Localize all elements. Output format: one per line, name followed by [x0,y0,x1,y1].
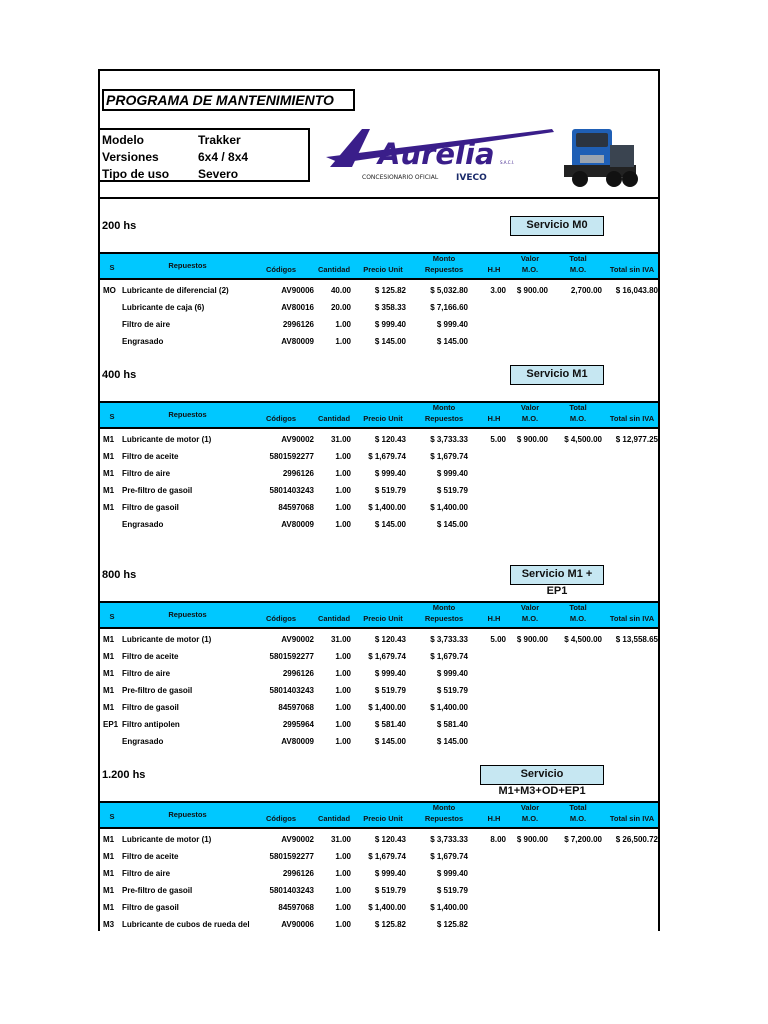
cell-monto: $ 1,679.74 [430,452,468,461]
header-total-mo: M.O. [569,814,587,823]
cell-s: M1 [103,435,115,444]
info-label: Versiones [102,150,159,164]
cell-monto: $ 145.00 [436,337,468,346]
table-row [100,466,658,483]
header-monto: Monto [432,254,456,263]
cell-precio: $ 519.79 [374,686,406,695]
header-total: Total [569,254,587,263]
cell-codigo: 2996126 [282,869,314,878]
header-s: S [109,263,115,272]
cell-cantidad: 1.00 [335,469,351,478]
header-valor-mo: M.O. [521,814,539,823]
cell-precio: $ 1,679.74 [368,852,406,861]
cell-cantidad: 1.00 [335,337,351,346]
cell-codigo: AV90002 [281,635,314,644]
cell-monto: $ 519.79 [436,686,468,695]
cell-valor-mo: $ 900.00 [516,835,548,844]
cell-codigo: 2996126 [282,320,314,329]
vehicle-info-box [100,128,310,182]
cell-codigo: AV90002 [281,435,314,444]
header-precio-unit: Precio Unit [363,414,403,423]
logo-small-text: S.A.C.I. [500,160,515,165]
cell-s: M1 [103,635,115,644]
table-row [100,866,658,883]
table-header [100,601,658,629]
cell-monto: $ 1,400.00 [430,503,468,512]
table-row [100,500,658,517]
cell-monto: $ 145.00 [436,520,468,529]
cell-cantidad: 1.00 [335,320,351,329]
cell-repuesto: Filtro de aceite [122,652,179,661]
cell-monto: $ 125.82 [436,920,468,929]
cell-codigo: 5801403243 [269,686,314,695]
cell-s: M1 [103,652,115,661]
info-label: Tipo de uso [102,167,170,181]
cell-codigo: 2996126 [282,669,314,678]
cell-repuesto: Filtro de aceite [122,452,179,461]
cell-codigo: 84597068 [278,503,314,512]
cell-precio: $ 120.43 [374,435,406,444]
service-label: Servicio M0 [510,216,604,236]
cell-precio: $ 120.43 [374,635,406,644]
cell-codigo: 84597068 [278,903,314,912]
header-cantidad: Cantidad [317,814,351,823]
cell-repuesto: Filtro de aceite [122,852,179,861]
service-label: Servicio M1 [510,365,604,385]
cell-s: M1 [103,686,115,695]
cell-s: M1 [103,486,115,495]
cell-codigo: 5801592277 [269,852,314,861]
cell-repuesto: Filtro antipolen [122,720,180,729]
cell-monto: $ 5,032.80 [430,286,468,295]
header-total: Total [569,803,587,812]
header-total-sin-iva: Total sin IVA [609,414,655,423]
header-valor: Valor [520,254,540,263]
cell-total-mo: $ 4,500.00 [564,635,602,644]
table-row [100,917,658,931]
aurelia-logo [322,123,562,183]
cell-precio: $ 999.40 [374,320,406,329]
cell-codigo: 2995964 [282,720,314,729]
table-row [100,317,658,334]
table-row [100,832,658,849]
header-valor: Valor [520,803,540,812]
cell-codigo: 5801403243 [269,486,314,495]
cell-cantidad: 40.00 [330,286,351,295]
cell-monto: $ 3,733.33 [430,635,468,644]
header-total-sin-iva: Total sin IVA [609,614,655,623]
table-row [100,683,658,700]
header-precio-unit: Precio Unit [363,814,403,823]
cell-repuesto: Filtro de gasoil [122,503,179,512]
cell-repuesto: Lubricante de cubos de rueda del [122,920,250,929]
cell-hh: 5.00 [490,635,506,644]
cell-precio: $ 358.33 [374,303,406,312]
cell-s: M1 [103,703,115,712]
cell-monto: $ 1,400.00 [430,903,468,912]
header-total-sin-iva: Total sin IVA [609,265,655,274]
cell-cantidad: 20.00 [330,303,351,312]
cell-cantidad: 1.00 [335,686,351,695]
cell-s: M1 [103,503,115,512]
table-row [100,432,658,449]
table-header [100,252,658,280]
cell-s: M1 [103,669,115,678]
header-codigos: Códigos [266,265,296,274]
header-cantidad: Cantidad [317,414,351,423]
cell-s: M1 [103,869,115,878]
cell-cantidad: 1.00 [335,737,351,746]
cell-valor-mo: $ 900.00 [516,435,548,444]
cell-monto: $ 519.79 [436,486,468,495]
header-s: S [109,812,115,821]
cell-monto: $ 1,679.74 [430,852,468,861]
section-hours: 800 hs [102,569,137,581]
cell-repuesto: Engrasado [122,520,164,529]
cell-monto: $ 999.40 [436,869,468,878]
table-row [100,734,658,751]
table-row [100,334,658,351]
header-codigos: Códigos [266,814,296,823]
table-row [100,700,658,717]
header-monto-repuestos: Repuestos [424,414,464,423]
table-row [100,649,658,666]
truck-wheel-rear [606,171,622,187]
cell-repuesto: Filtro de aire [122,320,171,329]
truck-wheel-front [572,171,588,187]
header-monto-repuestos: Repuestos [424,614,464,623]
table-row [100,483,658,500]
cell-monto: $ 999.40 [436,469,468,478]
header-repuestos: Repuestos [168,610,207,619]
header-hh: H.H [487,414,501,423]
cell-repuesto: Filtro de aire [122,469,171,478]
table-row [100,632,658,649]
header-monto: Monto [432,803,456,812]
logo-subtitle: CONCESIONARIO OFICIAL [362,174,439,181]
cell-codigo: AV80016 [281,303,314,312]
cell-s: M3 [103,920,115,929]
cell-monto: $ 1,679.74 [430,652,468,661]
cell-repuesto: Lubricante de motor (1) [122,435,212,444]
document-title: PROGRAMA DE MANTENIMIENTO [102,89,355,111]
cell-cantidad: 1.00 [335,520,351,529]
header-repuestos: Repuestos [168,261,207,270]
table-row [100,666,658,683]
cell-s: M1 [103,452,115,461]
service-label: Servicio M1+M3+OD+EP1 [480,765,604,785]
cell-total: $ 26,500.72 [615,835,658,844]
cell-codigo: AV90002 [281,835,314,844]
header-valor: Valor [520,603,540,612]
cell-s: M1 [103,852,115,861]
cell-codigo: 2996126 [282,469,314,478]
table-header [100,401,658,429]
logo-make: IVECO [456,173,487,183]
cell-s: M1 [103,469,115,478]
cell-repuesto: Filtro de aire [122,869,171,878]
cell-precio: $ 125.82 [374,920,406,929]
header-hh: H.H [487,614,501,623]
cell-precio: $ 1,679.74 [368,452,406,461]
cell-monto: $ 999.40 [436,669,468,678]
service-label: Servicio M1 + EP1 [510,565,604,585]
header-hh: H.H [487,265,501,274]
cell-s: M1 [103,903,115,912]
truck-grille [580,155,604,163]
cell-monto: $ 7,166.60 [430,303,468,312]
section-hours: 200 hs [102,220,137,232]
logo-brand-text: Aurelia [378,137,495,171]
cell-monto: $ 581.40 [436,720,468,729]
cell-precio: $ 1,400.00 [368,703,406,712]
cell-cantidad: 1.00 [335,652,351,661]
cell-precio: $ 999.40 [374,469,406,478]
table-row [100,849,658,866]
cell-valor-mo: $ 900.00 [516,635,548,644]
cell-monto: $ 145.00 [436,737,468,746]
header-valor: Valor [520,403,540,412]
info-value: Severo [198,167,239,181]
table-row [100,717,658,734]
cell-cantidad: 1.00 [335,920,351,929]
cell-s: M1 [103,886,115,895]
cell-hh: 3.00 [490,286,506,295]
cell-precio: $ 519.79 [374,486,406,495]
table-row [100,900,658,917]
cell-s: MO [103,286,116,295]
cell-hh: 5.00 [490,435,506,444]
cell-s: M1 [103,835,115,844]
cell-cantidad: 31.00 [330,835,351,844]
header-cantidad: Cantidad [317,614,351,623]
cell-cantidad: 1.00 [335,669,351,678]
info-label: Modelo [102,133,144,147]
header-s: S [109,612,115,621]
cell-cantidad: 31.00 [330,435,351,444]
header-total: Total [569,403,587,412]
cell-monto: $ 3,733.33 [430,835,468,844]
cell-codigo: 5801592277 [269,652,314,661]
header-total-sin-iva: Total sin IVA [609,814,655,823]
info-value: Trakker [198,133,241,147]
cell-repuesto: Filtro de gasoil [122,903,179,912]
cell-total: $ 16,043.80 [615,286,658,295]
header-repuestos: Repuestos [168,410,207,419]
cell-repuesto: Pre-filtro de gasoil [122,686,193,695]
cell-valor-mo: $ 900.00 [516,286,548,295]
header-total: Total [569,603,587,612]
header-repuestos: Repuestos [168,810,207,819]
cell-cantidad: 31.00 [330,635,351,644]
header-codigos: Códigos [266,414,296,423]
table-row [100,517,658,534]
cell-cantidad: 1.00 [335,503,351,512]
table-row [100,883,658,900]
header-valor-mo: M.O. [521,614,539,623]
section-hours: 400 hs [102,369,137,381]
header-monto-repuestos: Repuestos [424,265,464,274]
truck-back [610,145,634,167]
cell-total: $ 12,977.25 [615,435,658,444]
info-value: 6x4 / 8x4 [198,150,249,164]
cell-precio: $ 125.82 [374,286,406,295]
header-monto-repuestos: Repuestos [424,814,464,823]
cell-total-mo: $ 4,500.00 [564,435,602,444]
truck-image [550,125,640,191]
table-row [100,449,658,466]
header-valor-mo: M.O. [521,265,539,274]
cell-total-mo: 2,700.00 [570,286,602,295]
cell-monto: $ 519.79 [436,886,468,895]
cell-codigo: 84597068 [278,703,314,712]
cell-precio: $ 1,679.74 [368,652,406,661]
table-row [100,283,658,300]
cell-precio: $ 1,400.00 [368,903,406,912]
cell-hh: 8.00 [490,835,506,844]
cell-cantidad: 1.00 [335,869,351,878]
truck-wheel-rear2 [622,171,638,187]
cell-cantidad: 1.00 [335,886,351,895]
header-divider [100,197,658,199]
cell-cantidad: 1.00 [335,720,351,729]
header-monto: Monto [432,603,456,612]
cell-cantidad: 1.00 [335,452,351,461]
cell-repuesto: Lubricante de caja (6) [122,303,205,312]
cell-repuesto: Pre-filtro de gasoil [122,486,193,495]
header-hh: H.H [487,814,501,823]
cell-cantidad: 1.00 [335,486,351,495]
cell-precio: $ 999.40 [374,869,406,878]
cell-codigo: AV80009 [281,520,314,529]
header-cantidad: Cantidad [317,265,351,274]
header-precio-unit: Precio Unit [363,614,403,623]
cell-precio: $ 519.79 [374,886,406,895]
cell-total-mo: $ 7,200.00 [564,835,602,844]
section-hours: 1.200 hs [102,769,146,781]
header-total-mo: M.O. [569,614,587,623]
cell-repuesto: Pre-filtro de gasoil [122,886,193,895]
header-s: S [109,412,115,421]
header-codigos: Códigos [266,614,296,623]
cell-codigo: AV80009 [281,737,314,746]
header-valor-mo: M.O. [521,414,539,423]
cell-monto: $ 3,733.33 [430,435,468,444]
cell-s: EP1 [103,720,119,729]
cell-monto: $ 999.40 [436,320,468,329]
cell-repuesto: Engrasado [122,737,164,746]
cell-codigo: AV80009 [281,337,314,346]
truck-windshield [576,133,608,147]
header-precio-unit: Precio Unit [363,265,403,274]
table-row [100,300,658,317]
header-total-mo: M.O. [569,265,587,274]
cell-repuesto: Engrasado [122,337,164,346]
cell-precio: $ 581.40 [374,720,406,729]
maintenance-sheet [98,69,660,931]
cell-cantidad: 1.00 [335,852,351,861]
cell-precio: $ 145.00 [374,737,406,746]
table-header [100,801,658,829]
cell-codigo: 5801592277 [269,452,314,461]
cell-repuesto: Lubricante de motor (1) [122,835,212,844]
cell-repuesto: Filtro de aire [122,669,171,678]
cell-precio: $ 999.40 [374,669,406,678]
cell-monto: $ 1,400.00 [430,703,468,712]
header-total-mo: M.O. [569,414,587,423]
cell-cantidad: 1.00 [335,903,351,912]
cell-precio: $ 145.00 [374,337,406,346]
cell-repuesto: Filtro de gasoil [122,703,179,712]
cell-repuesto: Lubricante de diferencial (2) [122,286,229,295]
cell-precio: $ 120.43 [374,835,406,844]
cell-precio: $ 145.00 [374,520,406,529]
cell-repuesto: Lubricante de motor (1) [122,635,212,644]
cell-codigo: AV90006 [281,286,314,295]
cell-total: $ 13,558.65 [615,635,658,644]
header-monto: Monto [432,403,456,412]
cell-cantidad: 1.00 [335,703,351,712]
cell-codigo: AV90006 [281,920,314,929]
cell-codigo: 5801403243 [269,886,314,895]
cell-precio: $ 1,400.00 [368,503,406,512]
